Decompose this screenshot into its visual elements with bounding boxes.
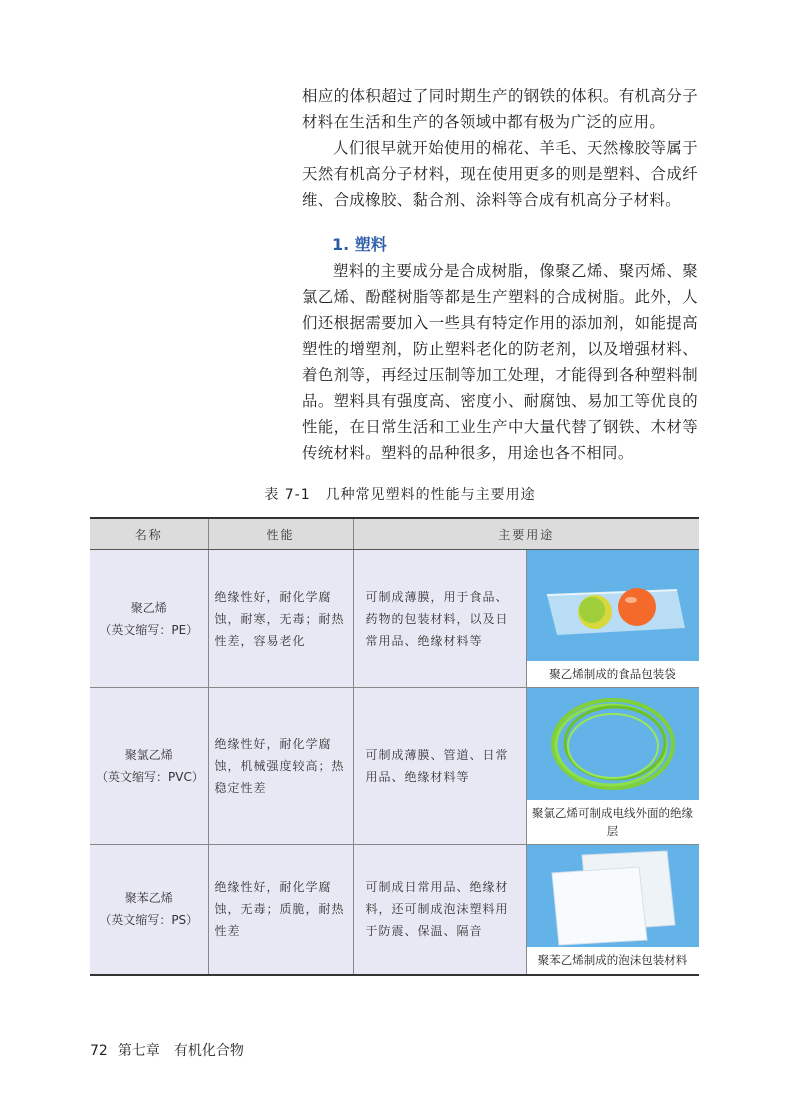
plastic-abbr: （英文缩写：PS） bbox=[99, 913, 199, 928]
food-bag-photo bbox=[527, 550, 699, 661]
plastic-abbr: （英文缩写：PE） bbox=[99, 622, 199, 637]
plastic-name-cell bbox=[90, 688, 208, 845]
plastics-table bbox=[90, 517, 699, 976]
page-number: 72 bbox=[90, 1043, 108, 1059]
chapter-title: 有机化合物 bbox=[173, 1043, 244, 1059]
table-row bbox=[90, 550, 699, 688]
chapter-label: 第七章 bbox=[117, 1043, 160, 1059]
plastic-properties: 绝缘性好，耐化学腐蚀，耐寒，无毒；耐热性差，容易老化 bbox=[208, 550, 353, 688]
plastic-uses: 可制成薄膜，用于食品、药物的包装材料，以及日常用品、绝缘材料等 bbox=[353, 550, 526, 688]
plastic-name-cell bbox=[90, 845, 208, 975]
plastic-uses: 可制成日常用品、绝缘材料，还可制成泡沫塑料用于防震、保温、隔音 bbox=[353, 845, 526, 975]
foam-sheets-photo bbox=[527, 845, 699, 947]
table-row bbox=[90, 845, 699, 975]
paragraph-1: 相应的体积超过了同时期生产的钢铁的体积。有机高分子材料在生活和生产的各领域中都有极为广泛的应用。 bbox=[302, 87, 698, 131]
header-uses: 主要用途 bbox=[353, 518, 699, 550]
header-name: 名称 bbox=[90, 518, 208, 550]
plastic-name: 聚苯乙烯 bbox=[124, 891, 173, 906]
wire-coil-photo bbox=[527, 688, 699, 800]
table-header-row bbox=[90, 518, 699, 550]
plastic-uses: 可制成薄膜、管道、日常用品、绝缘材料等 bbox=[353, 688, 526, 845]
section-heading: 1. 塑料 bbox=[332, 235, 387, 254]
photo-cell bbox=[526, 688, 699, 845]
photo-caption: 聚苯乙烯制成的泡沫包装材料 bbox=[537, 953, 688, 968]
photo-caption: 聚氯乙烯可制成电线外面的绝缘层 bbox=[532, 806, 693, 838]
photo-cell bbox=[526, 550, 699, 688]
plastic-properties: 绝缘性好，耐化学腐蚀，无毒；质脆，耐热性差 bbox=[208, 845, 353, 975]
photo-caption: 聚乙烯制成的食品包装袋 bbox=[549, 667, 676, 681]
plastic-name-cell bbox=[90, 550, 208, 688]
paragraph-3: 塑料的主要成分是合成树脂，像聚乙烯、聚丙烯、聚氯乙烯、酚醛树脂等都是生产塑料的合成树脂。此外，人们还根据需要加入一些具有特定作用的添加剂，如能提高塑性的增塑剂，防止塑料老化的防老剂，以及增强材料、着色剂等，再经过压制等加工处理，才能得到各种塑料制品。塑料具有强度高、密度小、耐腐蚀、易加工等优良的性能，在日常生活和工业生产中大量代替了钢铁、木材等传统材料。塑料的品种很多，用途也各不相同。 bbox=[302, 262, 698, 462]
plastic-name: 聚氯乙烯 bbox=[124, 748, 173, 762]
plastic-abbr: （英文缩写：PVC） bbox=[96, 770, 204, 784]
table-row bbox=[90, 688, 699, 845]
plastic-name: 聚乙烯 bbox=[130, 600, 167, 615]
plastic-properties: 绝缘性好，耐化学腐蚀，机械强度较高；热稳定性差 bbox=[208, 688, 353, 845]
header-properties: 性能 bbox=[208, 518, 353, 550]
page-footer bbox=[90, 1040, 244, 1060]
table-caption: 表 7-1 几种常见塑料的性能与主要用途 bbox=[264, 487, 536, 503]
paragraph-2: 人们很早就开始使用的棉花、羊毛、天然橡胶等属于天然有机高分子材料，现在使用更多的则是塑料、合成纤维、合成橡胶、黏合剂、涂料等合成有机高分子材料。 bbox=[302, 139, 698, 209]
photo-cell bbox=[526, 845, 699, 975]
